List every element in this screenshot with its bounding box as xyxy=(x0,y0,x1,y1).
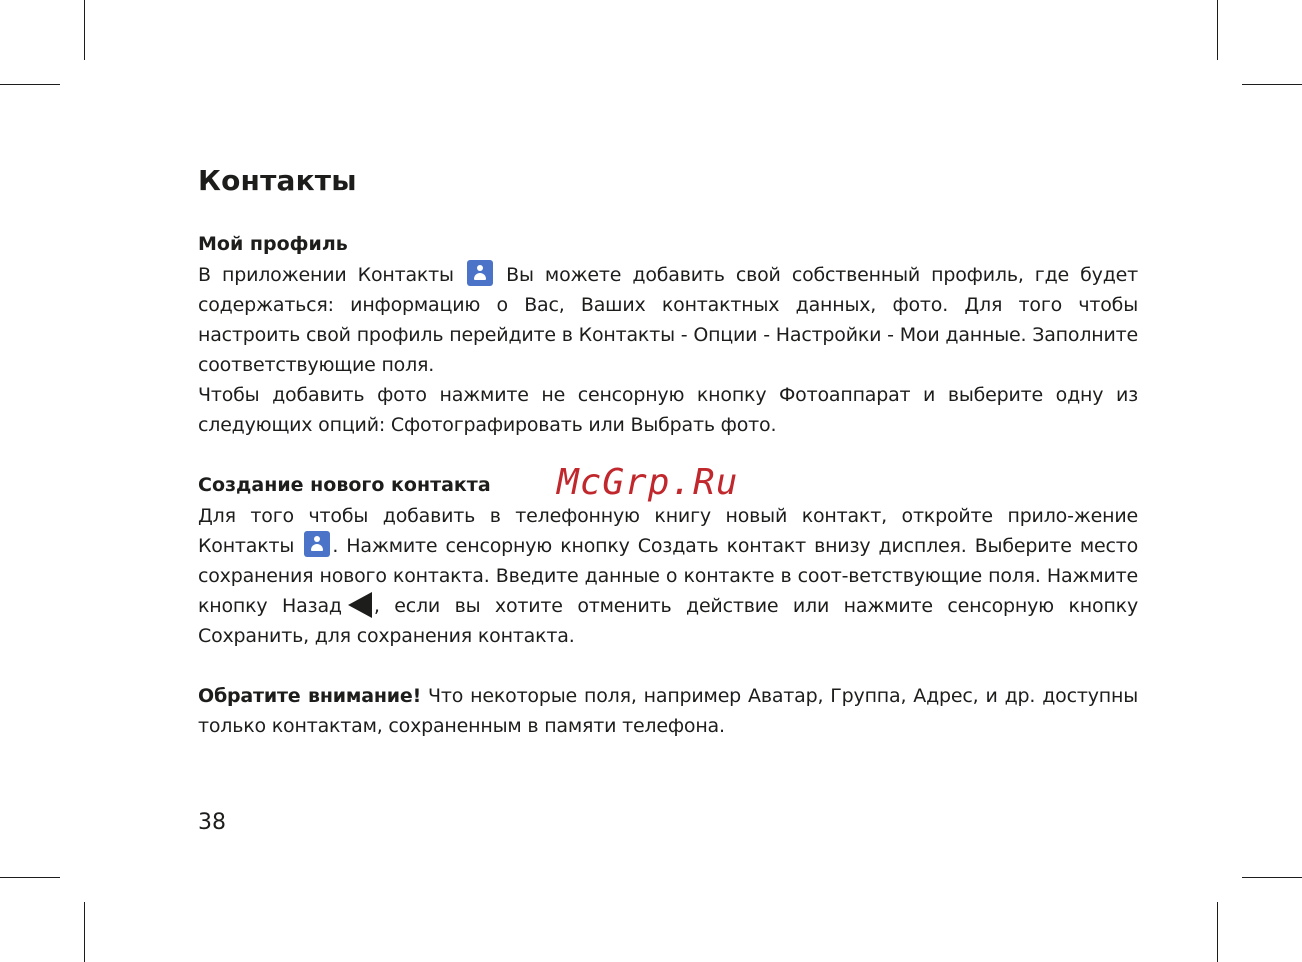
crop-mark-top-right-vertical xyxy=(1217,0,1218,60)
crop-mark-bottom-right-vertical xyxy=(1217,902,1218,962)
page-number: 38 xyxy=(198,810,226,835)
note-text: Что некоторые поля, например Аватар, Группа, Адрес, и др. доступны только контактам, сохраненным в памяти телефона. xyxy=(198,685,1138,737)
contacts-app-icon xyxy=(467,260,493,286)
new-contact-text-middle: . Нажмите сенсорную кнопку Создать контакт внизу дисплея. Выберите место сохранения нового контакта. Введите данные о контакте в соот-ветствующие поля. Нажмите кнопку Назад xyxy=(198,535,1139,617)
watermark: McGrp.Ru xyxy=(557,462,739,503)
photo-instructions-text: Чтобы добавить фото нажмите не сенсорную кнопку Фотоаппарат и выберите одну из следующих опций: Сфотографировать или Выбрать фото. xyxy=(198,384,1138,436)
new-contact-text-end: , если вы хотите отменить действие или нажмите сенсорную кнопку Сохранить, для сохранения контакта. xyxy=(198,595,1138,647)
profile-paragraph xyxy=(198,260,1138,440)
section-heading-my-profile: Мой профиль xyxy=(198,233,348,255)
note-paragraph xyxy=(198,681,1138,741)
page-title: Контакты xyxy=(198,164,357,197)
back-triangle-icon xyxy=(348,592,372,618)
new-contact-text-start: Для того чтобы добавить в телефонную книгу новый контакт, откройте прило-жение Контакты xyxy=(198,505,1138,557)
crop-mark-bottom-right-horizontal xyxy=(1242,877,1302,878)
crop-mark-top-left-horizontal xyxy=(0,84,60,85)
crop-mark-top-right-horizontal xyxy=(1242,84,1302,85)
crop-mark-top-left-vertical xyxy=(84,0,85,60)
new-contact-paragraph xyxy=(198,501,1138,651)
crop-mark-bottom-left-horizontal xyxy=(0,877,60,878)
profile-text-start: В приложении Контакты xyxy=(198,264,454,286)
note-label: Обратите внимание! xyxy=(198,685,422,707)
profile-text-end: Вы можете добавить свой собственный профиль, где будет содержаться: информацию о Вас, Ваших контактных данных, фото. Для того чтобы настроить свой профиль перейдите в Контакты - Опции - Настройки - Мои данные. Заполните соответствующие поля. xyxy=(198,264,1139,376)
section-heading-new-contact: Создание нового контакта xyxy=(198,474,491,496)
contacts-app-icon xyxy=(304,531,330,557)
crop-mark-bottom-left-vertical xyxy=(84,902,85,962)
